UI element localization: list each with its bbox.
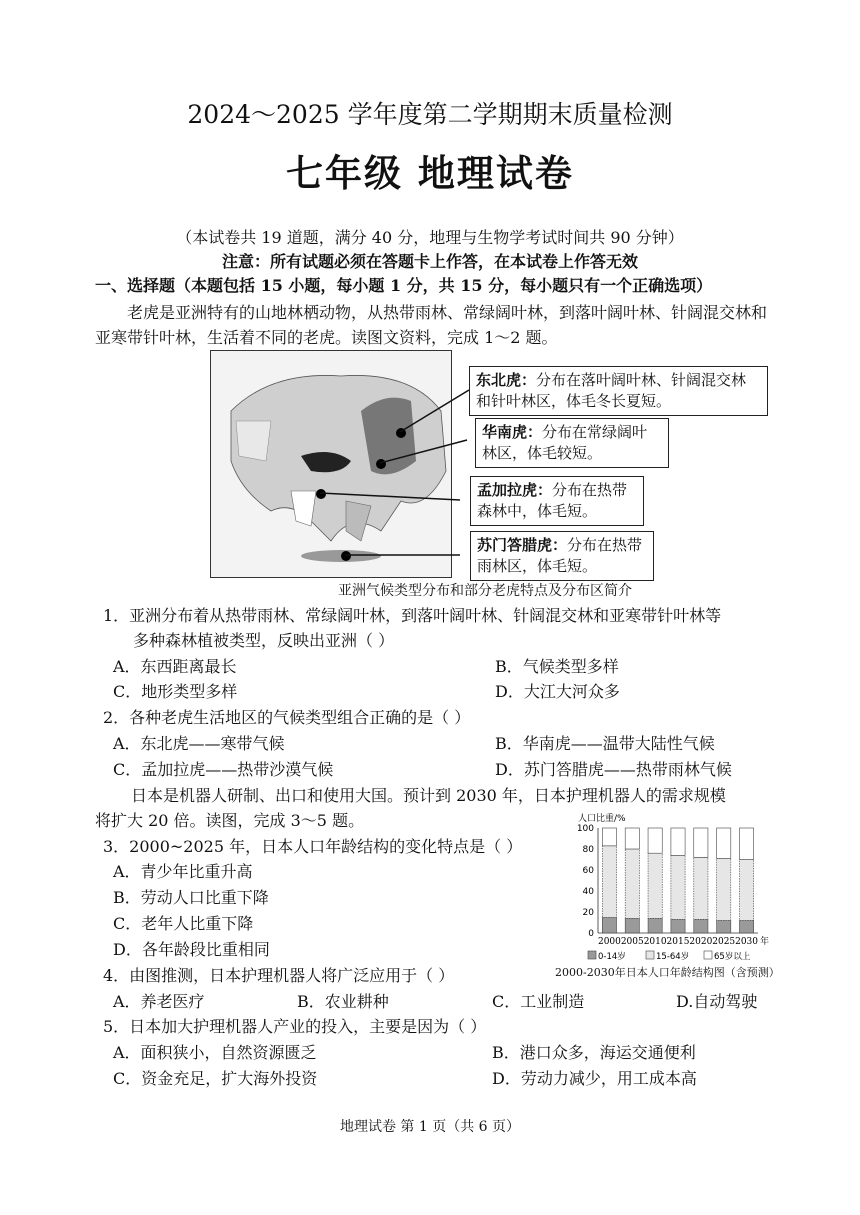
exam-warning: 注意：所有试题必须在答题卡上作答，在本试卷上作答无效 <box>221 252 638 271</box>
age-chart-svg <box>560 810 770 985</box>
legend-swatch <box>588 951 596 959</box>
y-tick-label: 100 <box>576 824 594 834</box>
q5-option-b: B．港口众多，海运交通便利 <box>492 1043 696 1062</box>
x-tick-label: 2030 <box>735 937 759 947</box>
japan-age-structure-chart <box>560 810 770 985</box>
q2-stem: 2．各种老虎生活地区的气候类型组合正确的是（ ） <box>103 708 471 727</box>
q5-stem: 5．日本加大护理机器人产业的投入，主要是因为（ ） <box>103 1017 487 1036</box>
q1-option-d: D．大江大河众多 <box>495 682 620 701</box>
legend-label: 0-14岁 <box>598 952 626 962</box>
bar-segment <box>625 849 639 918</box>
bar-segment <box>602 917 616 933</box>
x-tick-label: 2000 <box>597 937 621 947</box>
q1-option-a: A．东西距离最长 <box>113 657 237 676</box>
q4-option-b: B．农业耕种 <box>297 992 389 1011</box>
bar-segment <box>739 860 753 921</box>
x-tick-label: 2020 <box>689 937 713 947</box>
y-tick-label: 20 <box>582 908 594 918</box>
bar-segment <box>648 828 662 853</box>
intro2-line1: 日本是机器人研制、出口和使用大国。预计到 2030 年，日本护理机器人的需求规模 <box>131 786 726 805</box>
bar-segment <box>671 919 685 933</box>
page-footer: 地理试卷 第 1 页（共 6 页） <box>339 1119 521 1135</box>
bar-segment <box>625 828 639 849</box>
bar-segment <box>739 828 753 860</box>
subject-title: 七年级 地理试卷 <box>286 151 574 195</box>
y-tick-label: 0 <box>588 929 594 939</box>
bar-segment <box>717 858 731 920</box>
legend-swatch <box>646 951 654 959</box>
x-tick-label: 2015 <box>666 937 690 947</box>
q4-option-a: A．养老医疗 <box>113 992 205 1011</box>
x-unit-label: 年 <box>760 937 770 947</box>
bar-segment <box>671 855 685 919</box>
tiger-box-sumatran: 苏门答腊虎：分布在热带雨林区，体毛短。 <box>470 531 654 581</box>
bar-segment <box>671 828 685 855</box>
q2-option-b: B．华南虎——温带大陆性气候 <box>495 734 715 753</box>
q5-option-c: C．资金充足，扩大海外投资 <box>113 1069 318 1088</box>
y-tick-label: 60 <box>582 866 594 876</box>
q3-option-b: B．劳动人口比重下降 <box>113 888 269 907</box>
legend-swatch <box>704 951 712 959</box>
q4-option-d: D.自动驾驶 <box>676 992 758 1011</box>
intro2-line2: 将扩大 20 倍。读图，完成 3～5 题。 <box>95 811 365 830</box>
map-caption: 亚洲气候类型分布和部分老虎特点及分布区简介 <box>338 583 632 599</box>
tiger-box-bengal: 孟加拉虎：分布在热带森林中，体毛短。 <box>470 476 644 526</box>
q1-stem: 1．亚洲分布着从热带雨林、常绿阔叶林，到落叶阔叶林、针阔混交林和亚寒带针叶林等 <box>103 606 722 625</box>
legend-label: 65岁以上 <box>714 952 751 962</box>
bar-segment <box>648 918 662 933</box>
bar-segment <box>739 920 753 933</box>
y-tick-label: 80 <box>582 845 594 855</box>
x-tick-label: 2010 <box>643 937 667 947</box>
q5-option-d: D．劳动力减少，用工成本高 <box>492 1069 697 1088</box>
bar-segment <box>717 920 731 933</box>
q3-option-a: A．青少年比重升高 <box>113 862 253 881</box>
legend-label: 15-64岁 <box>656 952 690 962</box>
q5-option-a: A．面积狭小，自然资源匮乏 <box>113 1043 317 1062</box>
bar-segment <box>602 846 616 917</box>
exam-title: 2024～2025 学年度第二学期期末质量检测 <box>187 100 673 129</box>
bar-segment <box>648 853 662 918</box>
bar-segment <box>625 918 639 933</box>
tiger-box-south-china: 华南虎：分布在常绿阔叶林区，体毛较短。 <box>475 418 669 468</box>
chart-title: 2000-2030年日本人口年龄结构图（含预测） <box>555 966 780 979</box>
bar-segment <box>602 828 616 846</box>
y-axis-label: 人口比重/% <box>578 814 626 824</box>
q4-option-c: C．工业制造 <box>492 992 585 1011</box>
q2-option-c: C．孟加拉虎——热带沙漠气候 <box>113 760 334 779</box>
y-tick-label: 40 <box>582 887 594 897</box>
q1-stem-2: 多种森林植被类型，反映出亚洲（ ） <box>133 631 395 650</box>
q1-option-b: B．气候类型多样 <box>495 657 619 676</box>
x-tick-label: 2025 <box>712 937 736 947</box>
q3-stem: 3．2000~2025 年，日本人口年龄结构的变化特点是（ ） <box>103 837 523 856</box>
bar-segment <box>694 919 708 933</box>
section-heading: 一、选择题（本题包括 15 小题，每小题 1 分，共 15 分，每小题只有一个正确选项） <box>95 276 713 295</box>
q2-option-a: A．东北虎——寒带气候 <box>113 734 285 753</box>
bar-segment <box>694 828 708 857</box>
tiger-box-northeast: 东北虎：分布在落叶阔叶林、针阔混交林和针叶林区，体毛冬长夏短。 <box>469 366 768 416</box>
q3-option-d: D．各年龄段比重相同 <box>113 940 270 959</box>
exam-note: （本试卷共 19 道题，满分 40 分，地理与生物学考试时间共 90 分钟） <box>176 228 684 247</box>
x-tick-label: 2005 <box>620 937 644 947</box>
bar-segment <box>694 857 708 919</box>
intro-paragraph: 老虎是亚洲特有的山地林栖动物，从热带雨林、常绿阔叶林，到落叶阔叶林、针阔混交林和亚寒带针叶林，生活着不同的老虎。读图文资料，完成 1～2 题。 <box>95 303 768 347</box>
q1-option-c: C．地形类型多样 <box>113 682 238 701</box>
bar-segment <box>717 828 731 858</box>
q4-stem: 4．由图推测，日本护理机器人将广泛应用于（ ） <box>103 966 455 985</box>
q2-option-d: D．苏门答腊虎——热带雨林气候 <box>495 760 732 779</box>
q3-option-c: C．老年人比重下降 <box>113 914 254 933</box>
